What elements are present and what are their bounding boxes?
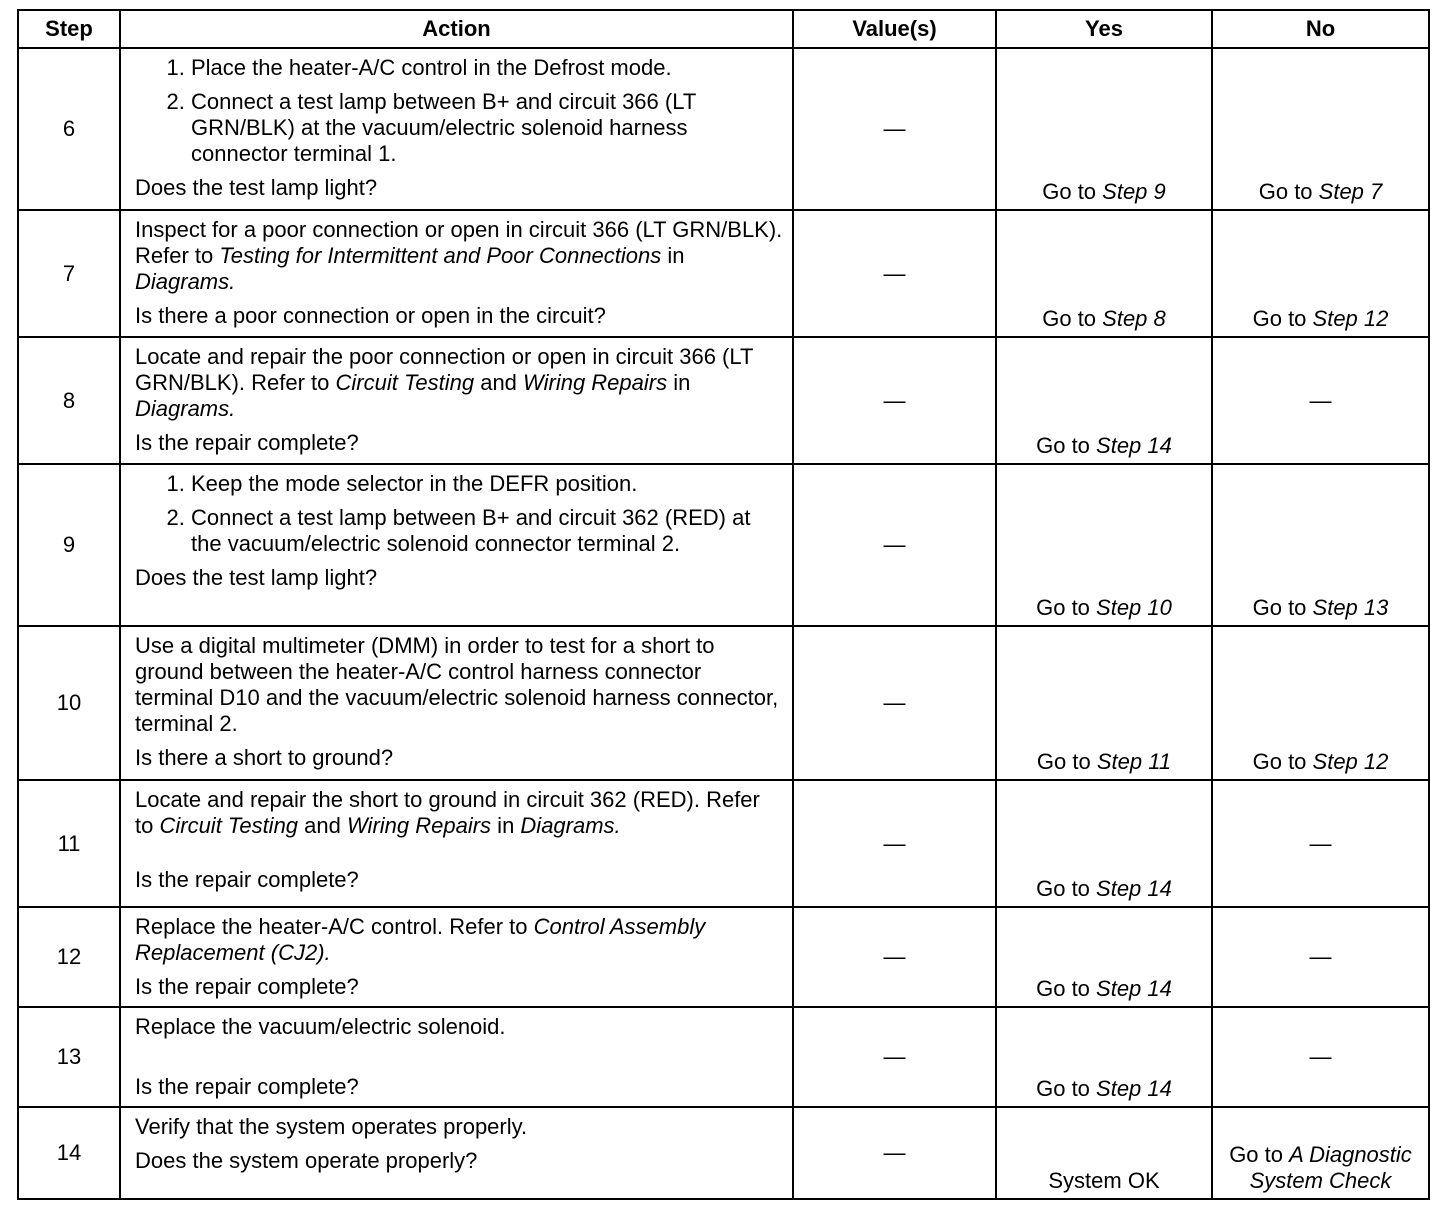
list-item: 1. Keep the mode selector in the DEFR position.	[191, 471, 784, 497]
step-number: 12	[18, 907, 120, 1007]
list-item: 2. Connect a test lamp between B+ and circuit 362 (RED) at the vacuum/electric solenoid connector terminal 2.	[191, 505, 784, 557]
goto-prefix: Go to	[1229, 1142, 1290, 1167]
action-list	[135, 55, 784, 167]
no-cell	[1212, 464, 1429, 626]
yes-cell	[996, 48, 1212, 210]
action-question: Does the test lamp light?	[135, 565, 378, 590]
header-values: Value(s)	[793, 10, 996, 48]
step-number: 10	[18, 626, 120, 780]
action-question: Is there a poor connection or open in the circuit?	[135, 303, 606, 328]
header-no: No	[1212, 10, 1429, 48]
yes-cell	[996, 626, 1212, 780]
yes-cell	[996, 464, 1212, 626]
action-question: Is the repair complete?	[135, 430, 359, 455]
text-run: Replace the heater-A/C control. Refer to	[135, 914, 534, 939]
text-run: and	[474, 370, 524, 395]
table-row	[18, 907, 1429, 1007]
reference-title: Control Assembly Replacement (CJ2).	[135, 914, 706, 965]
table-row	[18, 48, 1429, 210]
reference-title: Testing for Intermittent and Poor Connections	[219, 243, 662, 268]
text-run: Replace the vacuum/electric solenoid.	[135, 1014, 506, 1039]
text-run: in	[667, 370, 691, 395]
table-row	[18, 210, 1429, 337]
step-reference: Step 14	[1096, 976, 1172, 1001]
goto-prefix: Go to	[1252, 749, 1313, 774]
step-reference: Step 7	[1318, 179, 1383, 204]
action-list	[135, 471, 784, 557]
action-text	[135, 787, 784, 859]
reference-title: Diagrams.	[135, 396, 236, 421]
goto-prefix: Go to	[1036, 749, 1097, 774]
list-item: 1. Place the heater-A/C control in the Defrost mode.	[191, 55, 784, 81]
yes-cell	[996, 780, 1212, 907]
step-reference: Step 12	[1312, 749, 1389, 774]
table-row	[18, 626, 1429, 780]
reference-title: Wiring Repairs	[346, 813, 492, 838]
text-run: Locate and repair the poor connection or open in circuit 366 (LT GRN/BLK). Refer to	[135, 344, 754, 395]
text-run: in	[491, 813, 521, 838]
goto-prefix: Go to	[1252, 595, 1313, 620]
step-number: 9	[18, 464, 120, 626]
step-reference: Step 12	[1312, 306, 1389, 331]
goto-prefix: Go to	[1036, 433, 1097, 458]
table-row	[18, 780, 1429, 907]
yes-cell	[996, 210, 1212, 337]
action-cell	[120, 337, 793, 464]
no-cell: —	[1212, 780, 1429, 907]
reference-title: Wiring Repairs	[523, 370, 668, 395]
action-cell	[120, 1007, 793, 1107]
action-question: Is the repair complete?	[135, 867, 359, 892]
action-cell	[120, 1107, 793, 1199]
action-text	[135, 1014, 784, 1066]
step-reference: Step 9	[1102, 179, 1166, 204]
no-cell: —	[1212, 907, 1429, 1007]
text-run: in	[661, 243, 685, 268]
text-run: Verify that the system operates properly.	[135, 1114, 528, 1139]
table-row	[18, 1007, 1429, 1107]
step-reference: Step 11	[1096, 749, 1172, 774]
step-number: 8	[18, 337, 120, 464]
action-cell	[120, 464, 793, 626]
step-number: 7	[18, 210, 120, 337]
action-text	[135, 914, 784, 966]
action-text	[135, 217, 784, 295]
action-cell	[120, 210, 793, 337]
step-reference: Step 8	[1102, 306, 1166, 331]
action-question: Does the test lamp light?	[135, 175, 378, 200]
value-cell: —	[793, 780, 996, 907]
value-cell: —	[793, 48, 996, 210]
value-cell: —	[793, 464, 996, 626]
value-cell: —	[793, 210, 996, 337]
yes-cell	[996, 1007, 1212, 1107]
action-text	[135, 344, 784, 422]
no-cell: —	[1212, 337, 1429, 464]
value-cell: —	[793, 1007, 996, 1107]
header-yes: Yes	[996, 10, 1212, 48]
step-reference: A Diagnostic System Check	[1249, 1142, 1412, 1193]
table-row	[18, 337, 1429, 464]
reference-title: Diagrams.	[520, 813, 621, 838]
goto-prefix: Go to	[1036, 595, 1097, 620]
yes-cell	[996, 337, 1212, 464]
text-run: Inspect for a poor connection or open in circuit 366 (LT GRN/BLK). Refer to	[135, 217, 783, 268]
list-item: 2. Connect a test lamp between B+ and circuit 366 (LT GRN/BLK) at the vacuum/electric solenoid harness connector terminal 1.	[191, 89, 784, 167]
table-row	[18, 1107, 1429, 1199]
action-question: Is the repair complete?	[135, 1074, 359, 1099]
value-cell: —	[793, 907, 996, 1007]
step-reference: Step 14	[1096, 876, 1172, 901]
diagnostic-table	[17, 9, 1430, 1200]
step-reference: Step 10	[1096, 595, 1172, 620]
header-action: Action	[120, 10, 793, 48]
step-number: 14	[18, 1107, 120, 1199]
value-cell: —	[793, 1107, 996, 1199]
goto-prefix: Go to	[1252, 306, 1313, 331]
action-cell	[120, 48, 793, 210]
action-cell	[120, 626, 793, 780]
text-run: Use a digital multimeter (DMM) in order to test for a short to ground between the heater-A/C control harness connector terminal D10 and the vacuum/electric solenoid harness connector, terminal 2.	[135, 633, 779, 736]
no-cell	[1212, 626, 1429, 780]
step-reference: Step 13	[1312, 595, 1389, 620]
goto-prefix: Go to	[1042, 306, 1103, 331]
header-row	[18, 10, 1429, 48]
no-cell	[1212, 48, 1429, 210]
step-number: 13	[18, 1007, 120, 1107]
action-text	[135, 633, 784, 737]
goto-prefix: Go to	[1036, 976, 1097, 1001]
action-question: Is there a short to ground?	[135, 745, 394, 770]
action-text	[135, 1114, 784, 1140]
value-cell: —	[793, 626, 996, 780]
text-run: Locate and repair the short to ground in circuit 362 (RED). Refer to	[135, 787, 760, 838]
value-cell: —	[793, 337, 996, 464]
action-cell	[120, 907, 793, 1007]
step-reference: Step 14	[1096, 1076, 1172, 1101]
reference-title: Diagrams.	[135, 269, 236, 294]
reference-title: Circuit Testing	[335, 370, 475, 395]
goto-prefix: Go to	[1036, 1076, 1097, 1101]
action-question: Does the system operate properly?	[135, 1148, 478, 1173]
no-cell: —	[1212, 1007, 1429, 1107]
action-question: Is the repair complete?	[135, 974, 359, 999]
yes-cell: System OK	[996, 1107, 1212, 1199]
yes-cell	[996, 907, 1212, 1007]
header-step: Step	[18, 10, 120, 48]
goto-prefix: Go to	[1036, 876, 1097, 901]
no-cell	[1212, 210, 1429, 337]
step-reference: Step 14	[1096, 433, 1172, 458]
action-cell	[120, 780, 793, 907]
step-number: 11	[18, 780, 120, 907]
step-number: 6	[18, 48, 120, 210]
reference-title: Circuit Testing	[159, 813, 299, 838]
table-row	[18, 464, 1429, 626]
no-cell	[1212, 1107, 1429, 1199]
text-run: and	[298, 813, 347, 838]
goto-prefix: Go to	[1042, 179, 1103, 204]
goto-prefix: Go to	[1258, 179, 1319, 204]
